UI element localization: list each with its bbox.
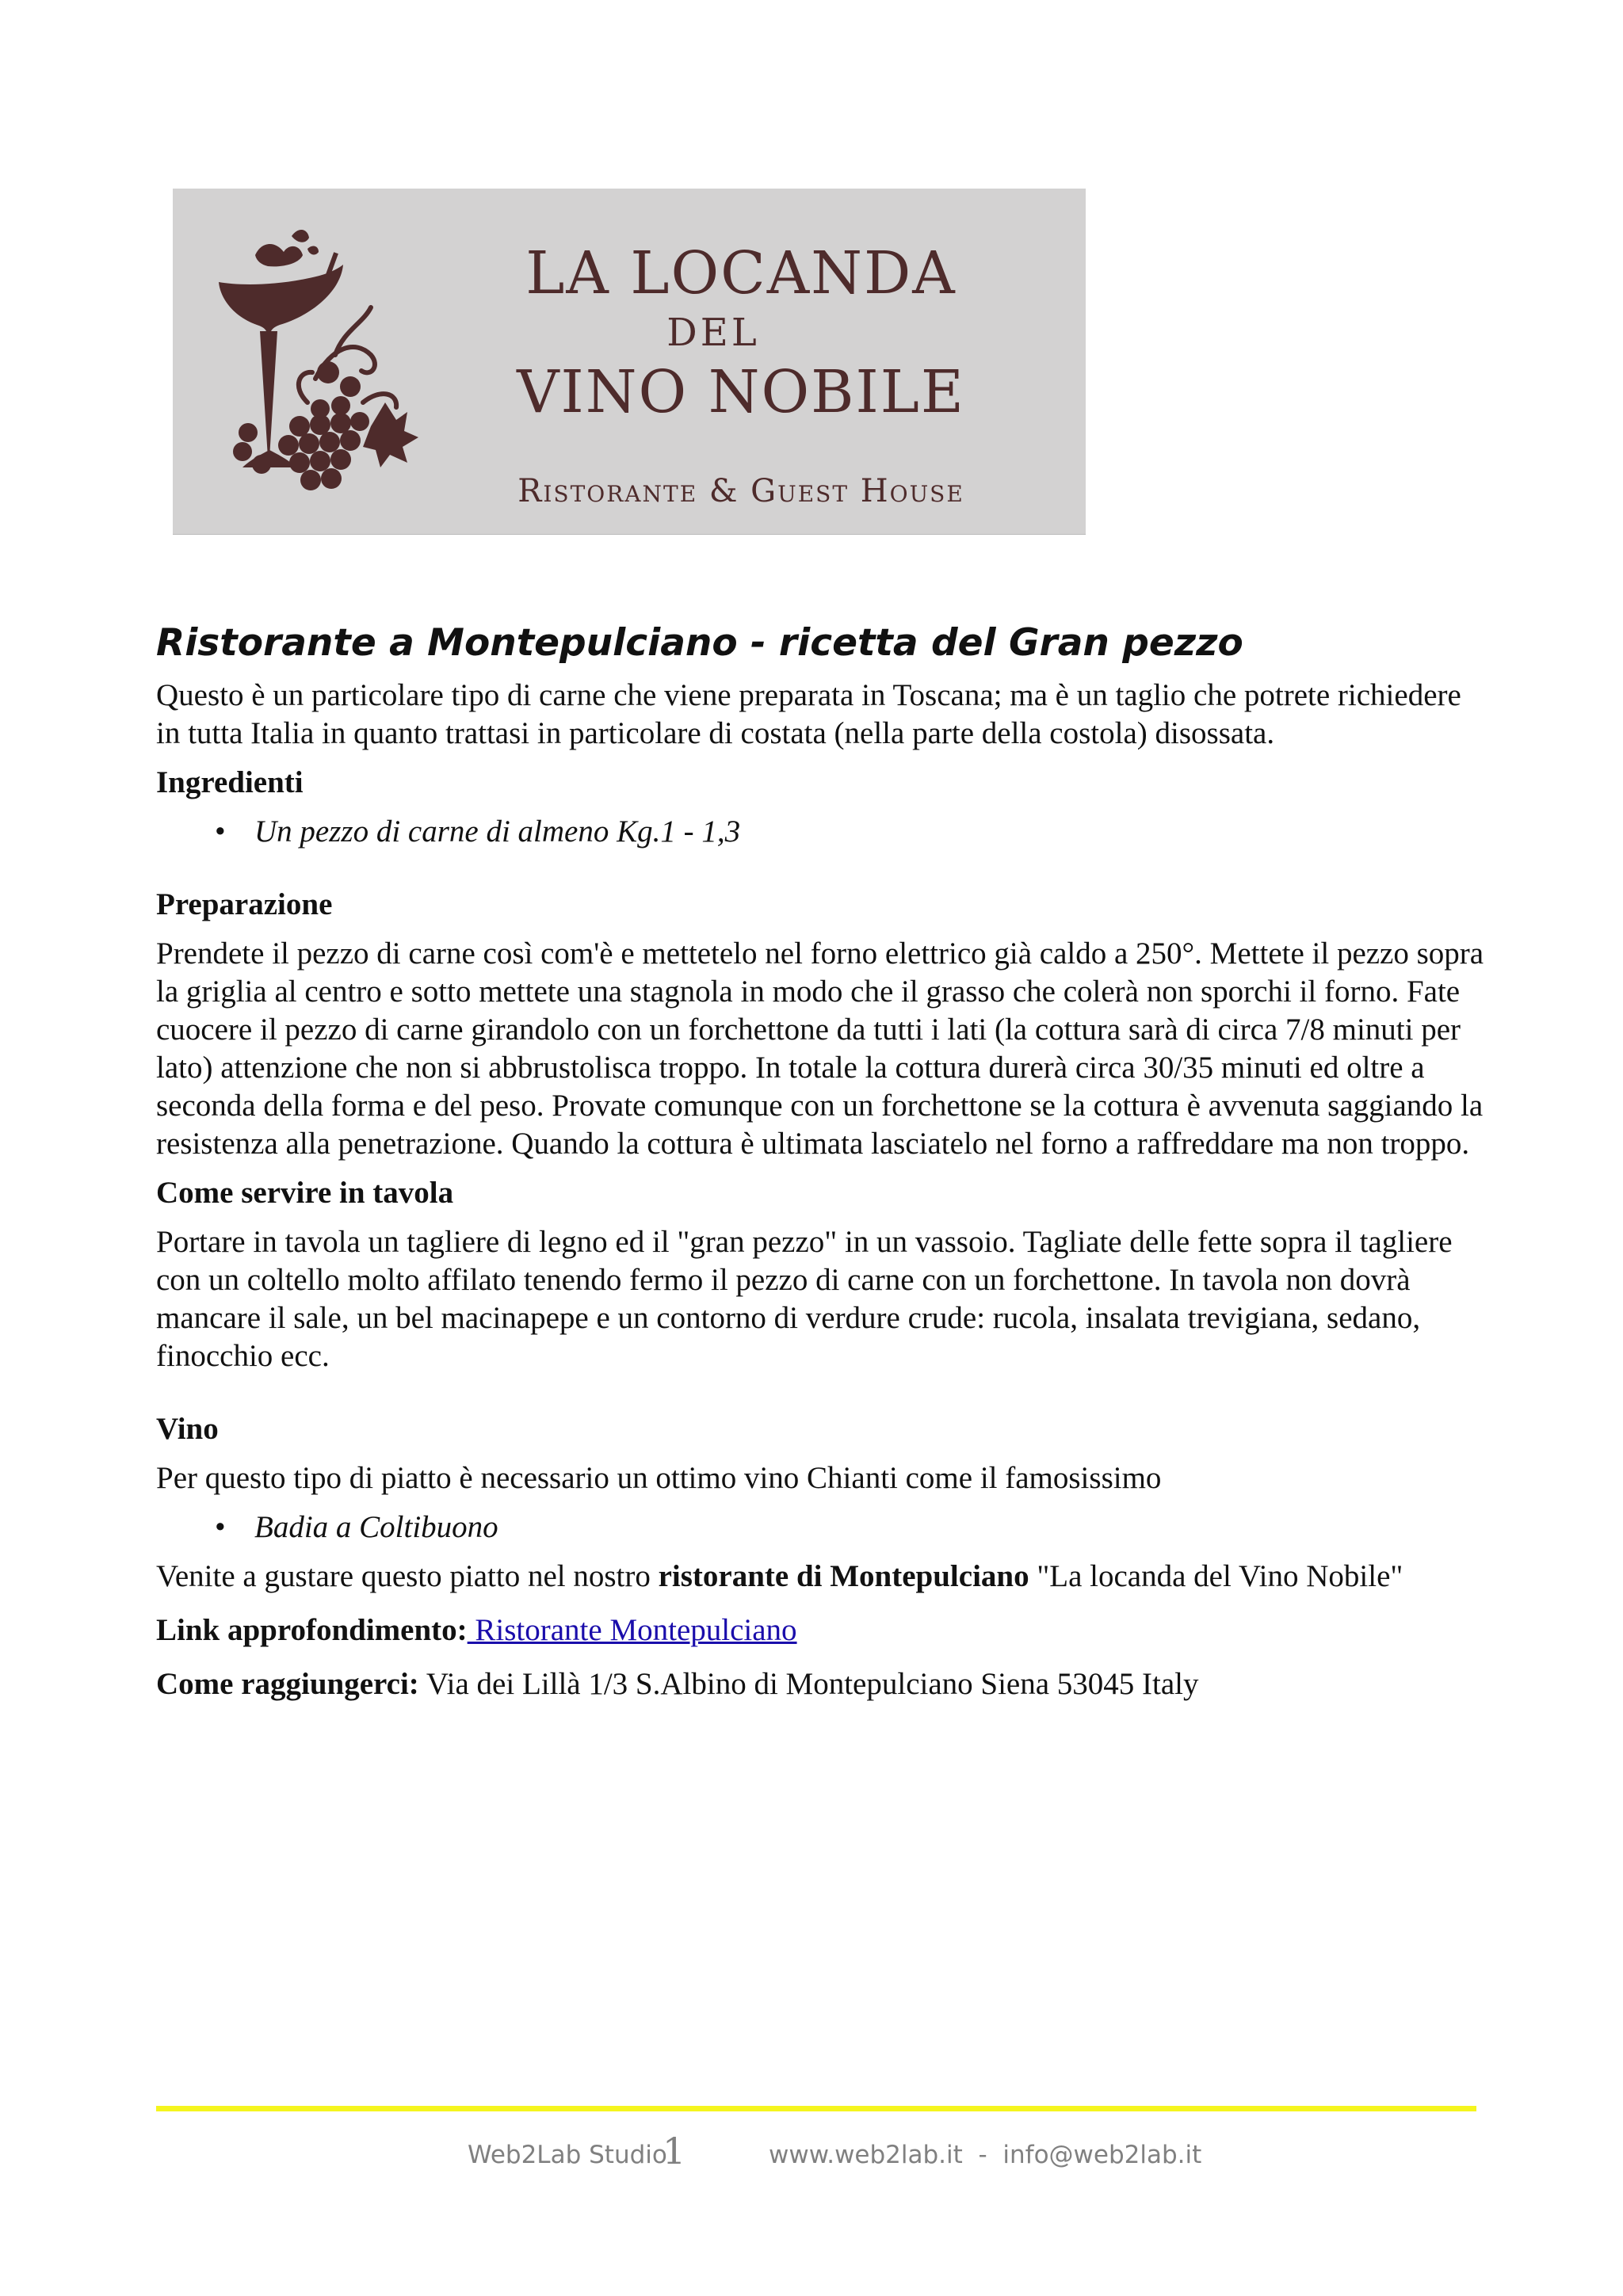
visit-highlight: ristorante di Montepulciano [658, 1559, 1029, 1593]
footer-divider [156, 2106, 1476, 2111]
wine-paragraph: Per questo tipo di piatto è necessario un ottimo vino Chianti come il famosissimo [156, 1461, 1162, 1495]
footer-contacts: www.web2lab.it - info@web2lab.it [769, 2141, 1202, 2169]
serve-paragraph: Portare in tavola un tagliere di legno ed il "gran pezzo" in un vassoio. Tagliate delle fette sopra il tagliere con un coltello molto affilato tenendo fermo il pezzo di carne con un forchettone. In tavola non dovrà mancare il sale, un bel macinapepe e un contorno di verdure crude: rucola, insalata trevigiana, sedano, finocchio ecc. [156, 1225, 1453, 1373]
preparation-heading: Preparazione [156, 887, 333, 921]
serve-heading: Come servire in tavola [156, 1176, 454, 1210]
logo-title: LA LOCANDA [525, 239, 957, 307]
visit-text-end: "La locanda del Vino Nobile" [1029, 1559, 1403, 1593]
address-label: Come raggiungerci: [156, 1667, 419, 1701]
preparation-paragraph: Prendete il pezzo di carne così com'è e mettetelo nel forno elettrico già caldo a 250°. Mettete il pezzo sopra la griglia al centro e sotto mettete una stagnola in modo che il grasso che colerà non sporchi il forno. Fate cuocere il pezzo di carne girandolo con un forchettone da tutti i lati (la cottura sarà di circa 7/8 minuti per lato) attenzione che non si abbrustolisca troppo. In totale la cottura durerà circa 30/35 minuti ed oltre a seconda della forma e del peso. Provate comunque con un forchettone se la cottura è avvenuta saggiando la resistenza alla penetrazione. Quando la cottura è ultimata lasciatelo nel forno a raffreddare ma non troppo. [156, 936, 1484, 1161]
visit-paragraph [156, 1558, 1487, 1596]
address-text: Via dei Lillà 1/3 S.Albino di Montepulciano Siena 53045 Italy [418, 1667, 1199, 1701]
link-label: Link approfondimento: [156, 1613, 468, 1647]
page-footer [0, 2126, 1623, 2174]
page-number: 1 [663, 2130, 686, 2172]
visit-text: Venite a gustare questo piatto nel nostro [156, 1559, 659, 1593]
logo-subtitle: Ristorante & Guest House [517, 473, 964, 509]
link-paragraph [156, 1611, 1487, 1650]
list-item: • Badia a Coltibuono [254, 1508, 1487, 1547]
wine-glass-grapes-icon [173, 189, 442, 534]
address-paragraph [156, 1665, 1487, 1703]
page-title: Ristorante a Montepulciano - ricetta del Gran pezzo [156, 621, 1243, 665]
logo-del: DEL [666, 311, 760, 355]
ingredients-heading: Ingredienti [156, 765, 304, 799]
intro-paragraph: Questo è un particolare tipo di carne che viene preparata in Toscana; ma è un taglio che potrete richiedere in tutta Italia in quanto trattasi in particolare di costata (nella parte della costola) disossata. [156, 678, 1461, 750]
footer-studio: Web2Lab Studio [468, 2141, 667, 2169]
wine-heading: Vino [156, 1412, 219, 1446]
list-item: • Un pezzo di carne di almeno Kg.1 - 1,3 [254, 813, 1487, 851]
logo-vino-nobile: VINO NOBILE [517, 358, 965, 426]
ristorante-montepulciano-link[interactable]: Ristorante Montepulciano [467, 1613, 797, 1647]
wine-list [156, 1508, 1487, 1547]
logo-banner [173, 189, 1086, 534]
ingredients-list [156, 813, 1487, 851]
article-body [156, 620, 1487, 1703]
